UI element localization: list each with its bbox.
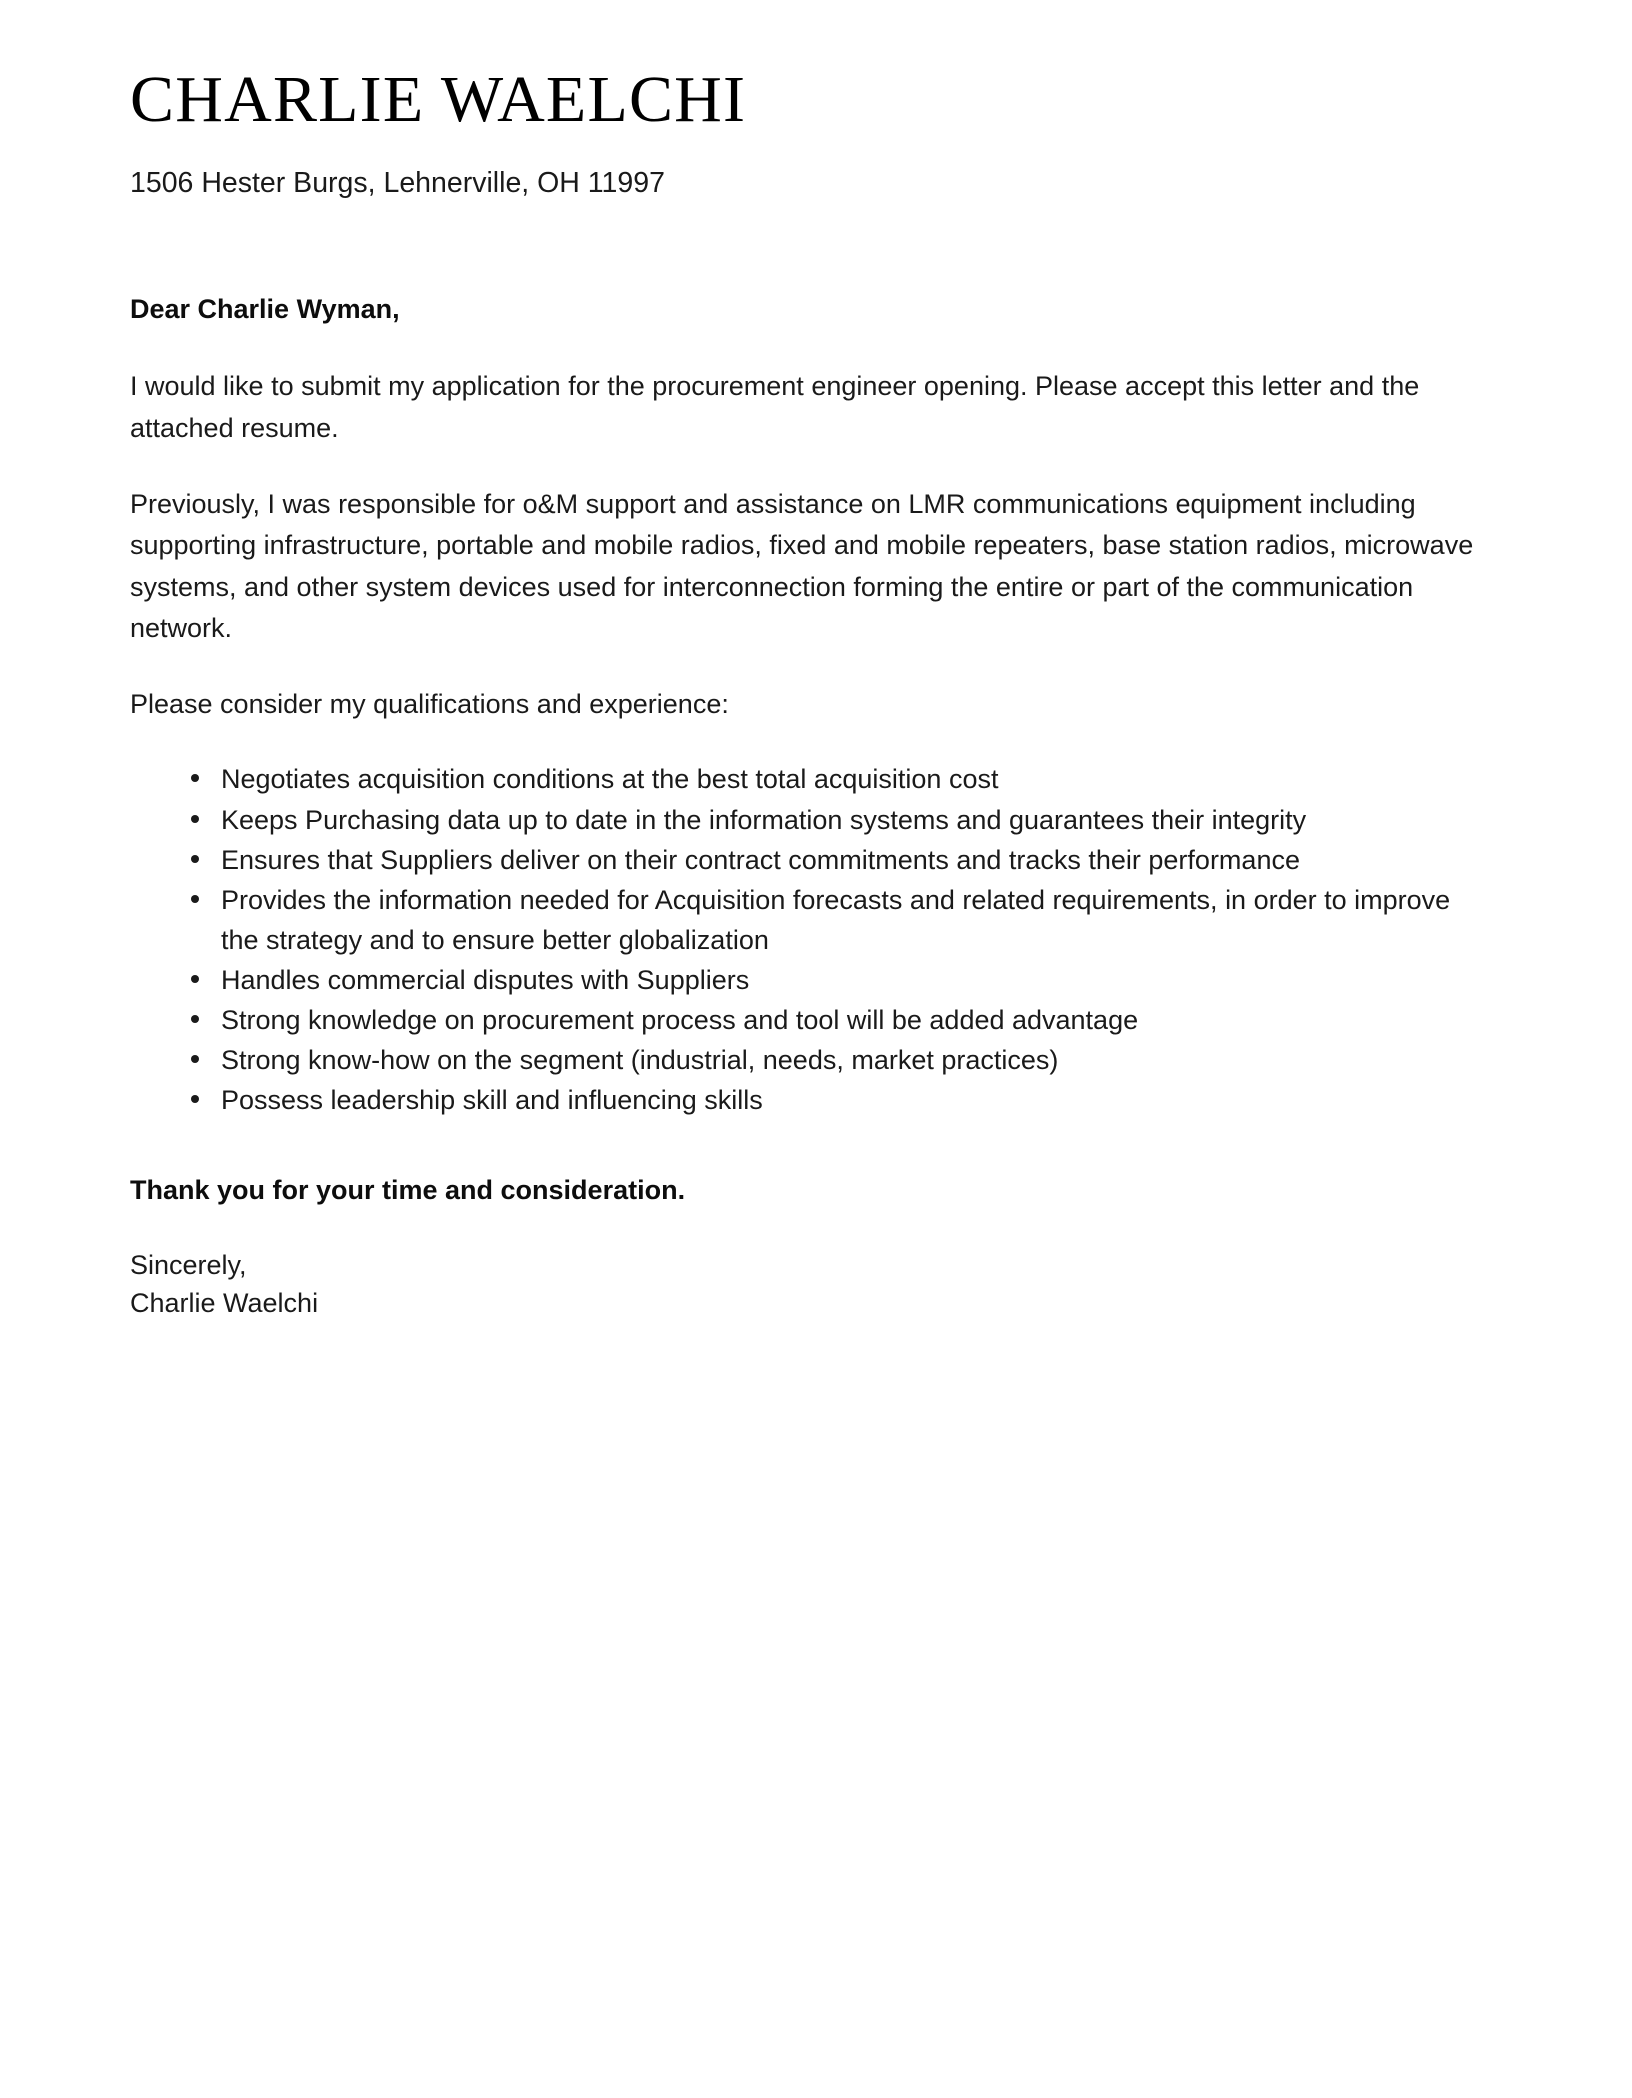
paragraph-intro: I would like to submit my application for the procurement engineer opening. Please accept this letter and the attached resume. — [130, 371, 1420, 443]
letterhead-address: 1506 Hester Burgs, Lehnerville, OH 11997 — [130, 167, 665, 200]
list-item: Strong knowledge on procurement process and tool will be added advantage — [188, 1000, 1485, 1040]
thank-you-line: Thank you for your time and consideration. — [130, 1175, 686, 1206]
paragraph-experience: Previously, I was responsible for o&M support and assistance on LMR communications equipment including supporting infrastructure, portable and mobile radios, fixed and mobile repeaters, base station radios, microwave systems, and other system devices used for interconnection forming the entire or part of the communication network. — [130, 488, 1474, 644]
list-item: Ensures that Suppliers deliver on their contract commitments and tracks their performance — [188, 840, 1485, 880]
list-item: Negotiates acquisition conditions at the best total acquisition cost — [188, 759, 1485, 799]
letter-content — [130, 64, 1490, 1323]
letter-body — [130, 291, 1485, 1323]
list-item: Provides the information needed for Acquisition forecasts and related requirements, in order to improve the strategy and to ensure better globalization — [188, 880, 1485, 960]
signature-block — [130, 1246, 1485, 1323]
signature-name: Charlie Waelchi — [130, 1288, 319, 1319]
closing-line: Sincerely, — [130, 1250, 247, 1281]
list-item: Keeps Purchasing data up to date in the information systems and guarantees their integrity — [188, 800, 1485, 840]
letterhead-name: CHARLIE WAELCHI — [130, 63, 747, 136]
salutation: Dear Charlie Wyman, — [130, 293, 400, 324]
list-item: Handles commercial disputes with Suppliers — [188, 960, 1485, 1000]
qualifications-list — [130, 759, 1485, 1120]
paragraph-qualifications-lead: Please consider my qualifications and experience: — [130, 688, 729, 719]
list-item: Strong know-how on the segment (industrial, needs, market practices) — [188, 1040, 1485, 1080]
list-item: Possess leadership skill and influencing skills — [188, 1080, 1485, 1120]
